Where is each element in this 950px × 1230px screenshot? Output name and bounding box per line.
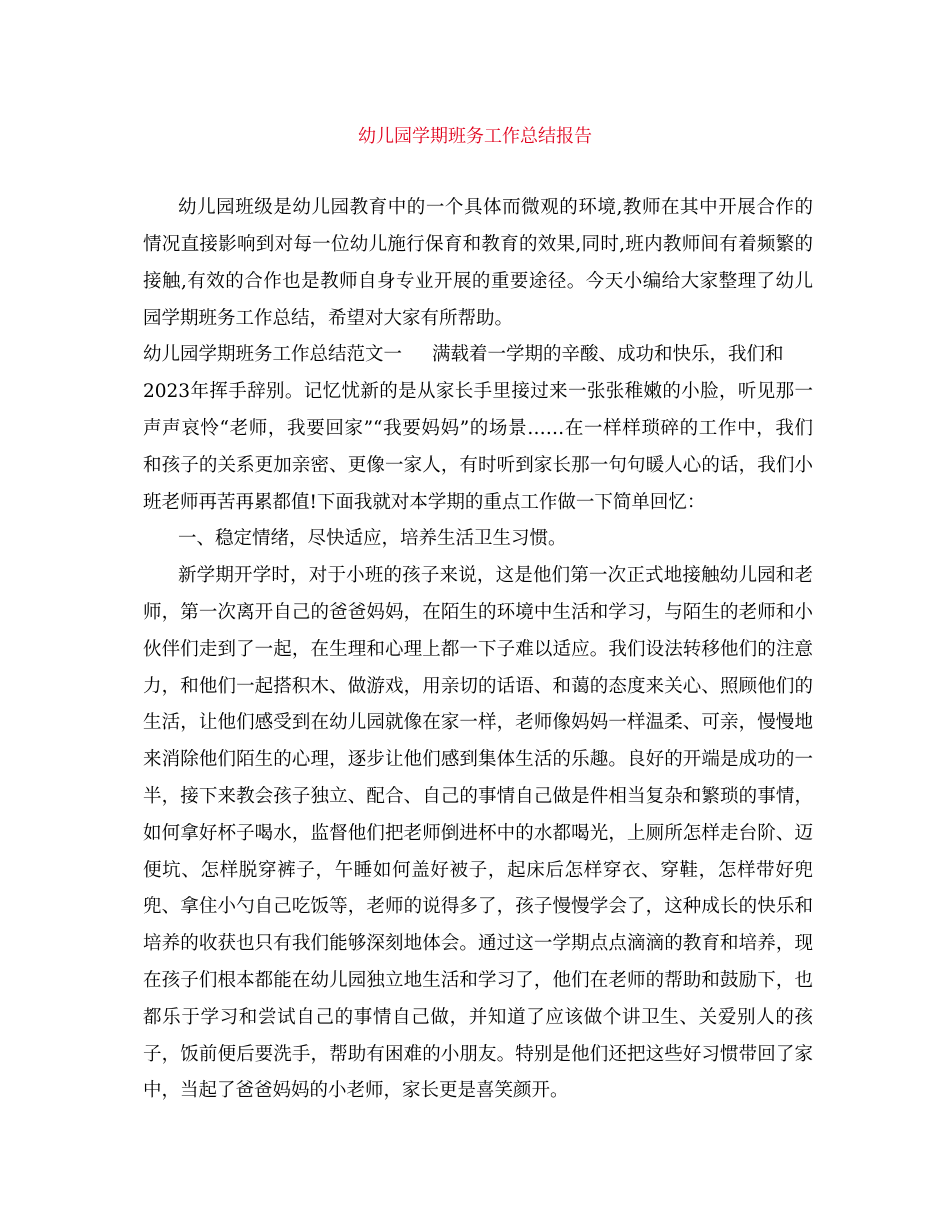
section-heading: 幼儿园学期班务工作总结范文一 (143, 344, 403, 365)
paragraph-line: 如何拿好杯子喝水，监督他们把老师倒进杯中的水都喝光，上厕所怎样走台阶、迈 (143, 823, 813, 844)
paragraph-line: 新学期开学时，对于小班的孩子来说，这是他们第一次正式地接触幼儿园和老 (178, 565, 813, 586)
paragraph-line: 便坑、怎样脱穿裤子，午睡如何盖好被子，起床后怎样穿衣、穿鞋，怎样带好兜 (143, 860, 813, 881)
paragraph-line: 力，和他们一起搭积木、做游戏，用亲切的话语、和蔼的态度来关心、照顾他们的 (143, 676, 813, 697)
paragraph-line: 都乐于学习和尝试自己的事情自己做，并知道了应该做个讲卫生、关爱别人的孩 (143, 1007, 813, 1028)
paragraph-line: 情况直接影响到对每一位幼儿施行保育和教育的效果,同时,班内教师间有着频繁的 (143, 234, 813, 255)
document-title: 幼儿园学期班务工作总结报告 (358, 126, 592, 147)
paragraph-line: 2023年挥手辞别。记忆忧新的是从家长手里接过来一张张稚嫩的小脸，听见那一 (143, 381, 813, 402)
paragraph-line: 班老师再苦再累都值!下面我就对本学期的重点工作做一下简单回忆： (143, 492, 706, 513)
subsection-heading: 一、稳定情绪，尽快适应，培养生活卫生习惯。 (178, 528, 567, 549)
paragraph-line (143, 343, 813, 367)
paragraph-line: 半，接下来教会孩子独立、配合、自己的事情自己做是件相当复杂和繁琐的事情， (143, 786, 813, 807)
paragraph-line: 生活，让他们感受到在幼儿园就像在家一样，老师像妈妈一样温柔、可亲，慢慢地 (143, 712, 813, 733)
paragraph-text: 满载着一学期的辛酸、成功和快乐，我们和 (432, 344, 784, 365)
paragraph-line: 接触,有效的合作也是教师自身专业开展的重要途径。今天小编给大家整理了幼儿 (143, 271, 813, 292)
paragraph-line: 中，当起了爸爸妈妈的小老师，家长更是喜笑颜开。 (143, 1080, 569, 1101)
paragraph-line: 声声哀怜“老师，我要回家”“我要妈妈”的场景……在一样样琐碎的工作中，我们 (143, 418, 813, 439)
paragraph-line: 和孩子的关系更加亲密、更像一家人，有时听到家长那一句句暖人心的话，我们小 (143, 455, 813, 476)
paragraph-line: 师，第一次离开自己的爸爸妈妈，在陌生的环境中生活和学习，与陌生的老师和小 (143, 602, 813, 623)
paragraph-line: 兜、拿住小勺自己吃饭等，老师的说得多了，孩子慢慢学会了，这种成长的快乐和 (143, 896, 813, 917)
paragraph-line: 伙伴们走到了一起，在生理和心理上都一下子难以适应。我们设法转移他们的注意 (143, 639, 813, 660)
paragraph-line: 子，饭前便后要洗手，帮助有困难的小朋友。特别是他们还把这些好习惯带回了家 (143, 1044, 813, 1065)
paragraph-line: 幼儿园班级是幼儿园教育中的一个具体而微观的环境,教师在其中开展合作的 (178, 197, 813, 218)
paragraph-line: 园学期班务工作总结，希望对大家有所帮助。 (143, 308, 514, 329)
paragraph-line: 在孩子们根本都能在幼儿园独立地生活和学习了，他们在老师的帮助和鼓励下，也 (143, 970, 813, 991)
paragraph-line: 培养的收获也只有我们能够深刻地体会。通过这一学期点点滴滴的教育和培养，现 (143, 933, 813, 954)
paragraph-line: 来消除他们陌生的心理，逐步让他们感到集体生活的乐趣。良好的开端是成功的一 (143, 749, 813, 770)
